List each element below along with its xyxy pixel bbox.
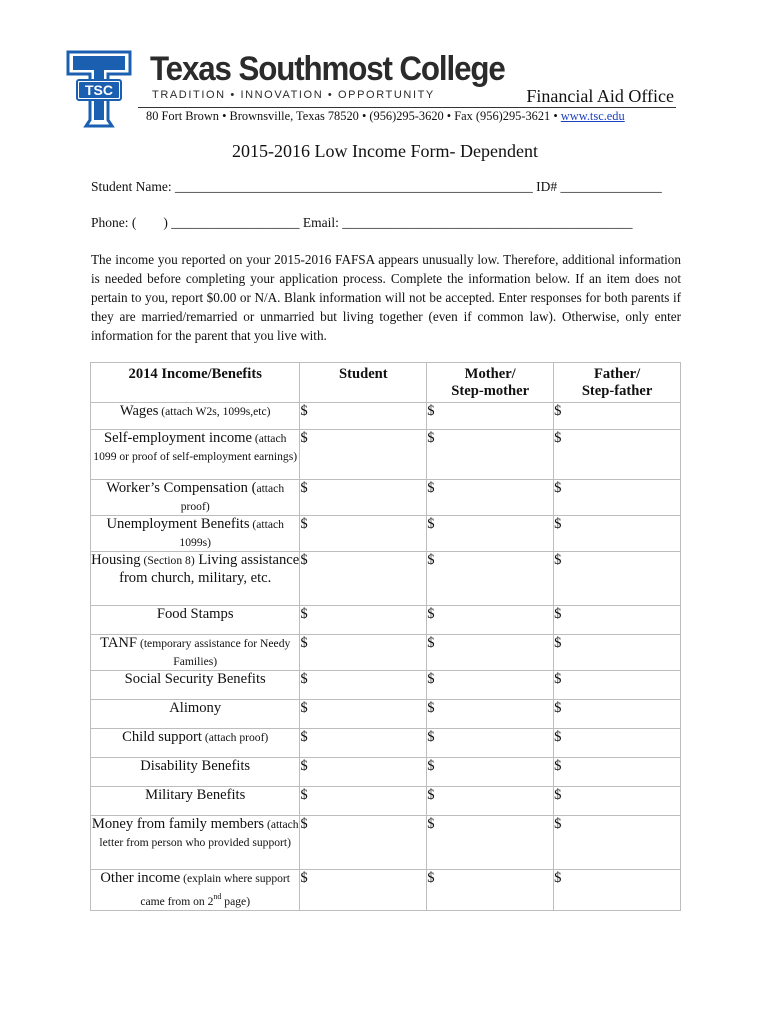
amount-field-student[interactable]: $ xyxy=(300,816,427,870)
table-row xyxy=(91,430,681,480)
row-label-text: Unemployment Benefits xyxy=(106,516,250,532)
row-label-text: Self-employment income xyxy=(104,430,252,446)
amount-field-father[interactable]: $ xyxy=(554,635,681,671)
row-label-text: Disability Benefits xyxy=(140,758,251,774)
row-label-superscript: nd xyxy=(213,891,222,901)
amount-field-mother[interactable]: $ xyxy=(427,816,554,870)
row-label xyxy=(91,403,300,430)
row-label xyxy=(91,758,300,787)
amount-field-father[interactable]: $ xyxy=(554,552,681,606)
amount-field-father[interactable]: $ xyxy=(554,729,681,758)
row-label xyxy=(91,635,300,671)
row-label xyxy=(91,516,300,552)
amount-field-mother[interactable]: $ xyxy=(427,516,554,552)
amount-field-student[interactable]: $ xyxy=(300,480,427,516)
row-label-text: Other income xyxy=(100,870,181,886)
row-label-note: (temporary assistance for Needy Families) xyxy=(137,637,291,668)
header-father-line1: Father/ xyxy=(593,366,641,382)
amount-field-mother[interactable]: $ xyxy=(427,700,554,729)
row-label xyxy=(91,787,300,816)
row-label-text: Social Security Benefits xyxy=(124,671,266,687)
table-row xyxy=(91,480,681,516)
amount-field-student[interactable]: $ xyxy=(300,516,427,552)
table-row xyxy=(91,552,681,606)
row-label xyxy=(91,816,300,870)
office-name: Financial Aid Office xyxy=(526,86,674,106)
amount-field-father[interactable]: $ xyxy=(554,480,681,516)
row-label-text: Military Benefits xyxy=(145,787,246,803)
table-row xyxy=(91,700,681,729)
logo-text: TSC xyxy=(85,82,113,98)
header-divider xyxy=(138,107,676,108)
row-label-text: Food Stamps xyxy=(156,606,234,622)
amount-field-mother[interactable]: $ xyxy=(427,480,554,516)
college-name: Texas Southmost College xyxy=(150,50,505,88)
amount-field-student[interactable]: $ xyxy=(300,671,427,700)
amount-field-mother[interactable]: $ xyxy=(427,870,554,911)
amount-field-student[interactable]: $ xyxy=(300,430,427,480)
amount-field-student[interactable]: $ xyxy=(300,552,427,606)
amount-field-student[interactable]: $ xyxy=(300,403,427,430)
table-row xyxy=(91,606,681,635)
table-row xyxy=(91,787,681,816)
student-name-id-field[interactable]: Student Name: _____________________________________________________ ID# _______________ xyxy=(91,179,662,194)
row-label-text: Wages xyxy=(119,403,159,419)
row-label-note: (explain where support came from on 2 xyxy=(140,872,291,908)
row-label-text: Worker’s Compensation ( xyxy=(106,480,257,496)
amount-field-mother[interactable]: $ xyxy=(427,635,554,671)
header-father-line2: Step-father xyxy=(581,383,653,399)
amount-field-mother[interactable]: $ xyxy=(427,430,554,480)
amount-field-student[interactable]: $ xyxy=(300,870,427,911)
table-row xyxy=(91,403,681,430)
address-text: 80 Fort Brown • Brownsville, Texas 78520 • (956)295-3620 • Fax (956)295-3621 • xyxy=(146,109,561,123)
row-label-text: Child support xyxy=(122,729,202,745)
row-label-text: TANF xyxy=(100,635,138,651)
college-tagline: TRADITION • INNOVATION • OPPORTUNITY xyxy=(152,89,435,101)
row-label xyxy=(91,729,300,758)
table-header-row xyxy=(91,363,681,403)
income-benefits-table xyxy=(90,362,681,911)
row-label-text: Housing xyxy=(91,552,141,568)
row-label xyxy=(91,606,300,635)
amount-field-mother[interactable]: $ xyxy=(427,758,554,787)
amount-field-student[interactable]: $ xyxy=(300,758,427,787)
row-label-text: Alimony xyxy=(169,700,222,716)
instructions-paragraph: The income you reported on your 2015-2016 FAFSA appears unusually low. Therefore, additional information is needed before completing your application process. Complete the information below. If an item does not pertain to you, report $0.00 or N/A. Blank information will not be accepted. Enter responses for both parents if they are married/remarried or unmarried but living together (even if common law). Otherwise, only enter information for the parent that you live with. xyxy=(91,252,681,343)
row-label-note: (attach 1099s) xyxy=(179,518,284,549)
table-row xyxy=(91,758,681,787)
table-row xyxy=(91,816,681,870)
amount-field-father[interactable]: $ xyxy=(554,403,681,430)
amount-field-father[interactable]: $ xyxy=(554,516,681,552)
table-row xyxy=(91,671,681,700)
amount-field-father[interactable]: $ xyxy=(554,787,681,816)
amount-field-mother[interactable]: $ xyxy=(427,606,554,635)
tsc-logo xyxy=(66,50,132,128)
amount-field-father[interactable]: $ xyxy=(554,758,681,787)
table-row xyxy=(91,516,681,552)
amount-field-student[interactable]: $ xyxy=(300,635,427,671)
row-label-note: (attach 1099 or proof of self-employment earnings) xyxy=(93,432,298,463)
row-label xyxy=(91,671,300,700)
row-label xyxy=(91,870,300,911)
address-line xyxy=(146,109,625,124)
row-label-note: attach proof) xyxy=(180,482,285,513)
amount-field-student[interactable]: $ xyxy=(300,729,427,758)
amount-field-student[interactable]: $ xyxy=(300,787,427,816)
amount-field-father[interactable]: $ xyxy=(554,870,681,911)
row-label xyxy=(91,430,300,480)
row-label-note: (attach letter from person who provided support) xyxy=(99,818,299,849)
amount-field-father[interactable]: $ xyxy=(554,606,681,635)
row-label-note: (Section 8) xyxy=(140,554,195,567)
table-row xyxy=(91,870,681,911)
table-row xyxy=(91,635,681,671)
amount-field-student[interactable]: $ xyxy=(300,606,427,635)
row-label-note-end: page) xyxy=(221,894,251,908)
header-mother-line2: Step-mother xyxy=(451,383,530,399)
amount-field-mother[interactable]: $ xyxy=(427,552,554,606)
amount-field-father[interactable]: $ xyxy=(554,816,681,870)
phone-email-field[interactable]: Phone: ( ) ___________________ Email: ___________________________________________ xyxy=(91,215,633,230)
header-student: Student xyxy=(300,363,427,403)
amount-field-father[interactable]: $ xyxy=(554,430,681,480)
header-mother-line1: Mother/ xyxy=(464,366,516,382)
website-link[interactable]: www.tsc.edu xyxy=(560,109,625,123)
header-income-benefits: 2014 Income/Benefits xyxy=(91,363,300,403)
row-label-continued: Living assistance from church, military, etc. xyxy=(119,552,300,586)
header-mother xyxy=(427,363,554,403)
amount-field-mother[interactable]: $ xyxy=(427,671,554,700)
amount-field-mother[interactable]: $ xyxy=(427,787,554,816)
amount-field-student[interactable]: $ xyxy=(300,700,427,729)
form-title: 2015-2016 Low Income Form- Dependent xyxy=(232,141,538,161)
amount-field-father[interactable]: $ xyxy=(554,671,681,700)
row-label xyxy=(91,480,300,516)
table-row xyxy=(91,729,681,758)
amount-field-father[interactable]: $ xyxy=(554,700,681,729)
header-father xyxy=(554,363,681,403)
row-label-note: (attach proof) xyxy=(201,731,269,744)
row-label-text: Money from family members xyxy=(91,816,265,832)
row-label xyxy=(91,552,300,606)
row-label xyxy=(91,700,300,729)
row-label-note: (attach W2s, 1099s,etc) xyxy=(158,405,271,418)
amount-field-mother[interactable]: $ xyxy=(427,729,554,758)
amount-field-mother[interactable]: $ xyxy=(427,403,554,430)
